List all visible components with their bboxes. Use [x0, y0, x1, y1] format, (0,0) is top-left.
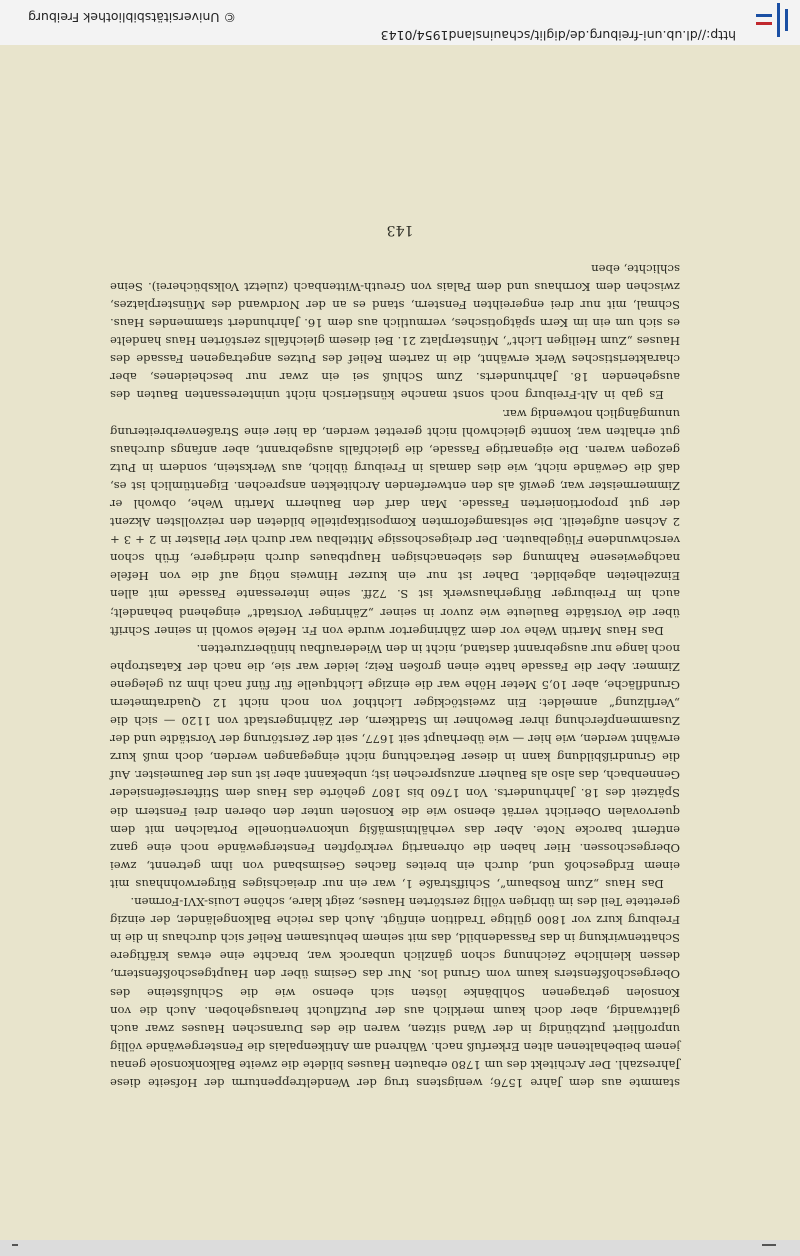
paragraph: stammte aus dem Jahre 1576; wenigstens trug der Wendeltreppenturm der Hofseite diese Jahreszahl. Der Architekt des um 1780 erbauten Hauses bildete die zweite Balkonkonsole genau jenem beibehaltenen alten Erkerfuß nach. Während am Antikenpalais die Fenstergewände völlig unprofiliert putzbündig in der Wand sitzen, waren die des Duranschen Hauses zwar auch glattwandig, aber doch kaum merklich aus der Putzflucht herausgehoben. Auch die von Konsolen getragenen Sohlbänke lösten sich ebenso wie die Schlußsteine des Obergeschoßfensters kaum vom Grund los. Nur das Gesims über den Hauptgeschoßfenstern, dessen kleinliche Zeichnung schon gänzlich unbarock war, brachte eine etwas kräftigere Schattenwirkung in das Fassadenbild, das mit seinem behutsamen Relief sich durchaus in die in Freiburg kurz vor 1800 gültige Tradition einfügt. Auch das reiche Balkongeländer, der einzig gerettete Teil des im übrigen völlig zerstörten Hauses, zeigt klare, schöne Louis-XVI-Formen.	[110, 895, 680, 1090]
document-page	[0, 45, 800, 1240]
source-url[interactable]: http://dl.ub.uni-freiburg.de/diglit/schauinsland1954/0143	[380, 28, 736, 43]
header-content	[0, 0, 800, 45]
footer-marker	[12, 1244, 18, 1246]
university-library-logo	[750, 1, 790, 39]
paragraph: Es gab in Alt-Freiburg noch sonst manche künstlerisch nicht uninteressanten Bauten des ausgehenden 18. Jahrhunderts. Zum Schluß sei ein zwar nur bescheidenes, aber charakteristisches Werk erwähnt, die in zartem Relief des Putzes angetragenen Fassade des Hauses „Zum Heiligen Licht“, Münsterplatz 21. Bei diesem gleichfalls zerstörten Haus handelte es sich um ein im Kern spätgotisches, vermutlich aus dem 16. Jahrhundert stammendes Haus. Schmal, mit nur drei engereihten Fenstern, stand es an der Nordwand des Münsterplatzes, zwischen dem Kornhaus und dem Palais von Greuth-Wittenbach (zuletzt Volksbücherei). Seine schlichte, eben	[110, 261, 680, 403]
paragraph: Das Haus „Zum Rosbaum“, Schiffstraße 1, war ein nur dreiachsiges Bürgerwohnhaus mit einem Erdgeschoß und, durch ein breites flaches Gesimsband von ihm getrennt, zwei Obergeschossen. Hier haben die ohrenartig verkröpften Fenstergewände noch eine ganz entfernt barocke Note. Aber das verhältnismäßig unkonventionelle Portalchen mit dem quervovalen Oberlicht verrät ebenso wie die Konsolen unter den oberen drei Fenstern die Spätzeit des 18. Jahrhunderts. Von 1760 bis 1807 gehörte das Haus dem Stifterseifensieder Gennenbach, das also als Bauherr anzusprechen ist; unbekannt aber ist uns der Baumeister. Auf die Grundrißbildung kann in dieser Betrachtung nicht eingegangen werden, doch muß kurz erwähnt werden, wie hier — wie überhaupt seit 1677, seit der Zerstörung der Vorstädte und der Zusammenpferchung ihrer Bewohner im Stadtkern, der Zähringerstadt von 1120 — sich die „Verfilzung“ anmeldet: Ein zweistöckiger Lichthof von noch nicht 12 Quadratmetern Grundfläche, aber 10,5 Meter Höhe war die einzige Lichtquelle für fünf nach ihm zu gelegene Zimmer. Aber die Fassade hatte einen großen Reiz; leider war sie, die nach der Katastrophe noch lange nur ausgebrannt dastand, nicht in den Wiederaufbau hinüberzuretten.	[110, 641, 680, 891]
footer-marker	[762, 1244, 776, 1246]
body-text	[110, 260, 680, 1092]
paragraph: Das Haus Martin Wehe vor dem Zähringertor wurde von Fr. Hefele sowohl in seiner Schrift über die Vorstädte Bauleute wie zuvor in seiner „Zähringer Vorstadt“ eingehend behandelt; auch im Freiburger Bürgerhauswerk ist S. 72ff. seine interessante Fassade mit allen Einzelheiten abgebildet. Daher ist nur ein kurzer Hinweis nötig auf die von Hefele nachgewiesene Rahmung des siebenachsigen Hauptbaues durch niedrigere, früh schon verschwundene Flügelbauten. Der dreigeschossige Mittelbau war durch vier Pilaster in 2 + 3 + 2 Achsen aufgeteilt. Die seltsamgeformten Kompositkapitelle bildeten den reizvollsten Akzent der gut proportionierten Fassade. Man darf den Bauherrn Martin Wehe, obwohl er Zimmermeister war, gewiß als den entwerfenden Architekten ansprechen. Eigentümlich ist es, daß die Gewände nicht, wie dies damals in Freiburg üblich, aus Werkstein, sondern in Putz gezogen waren. Die eigenartige Fassade, die gleichfalls ausgebrannt, aber anfangs durchaus gut erhalten war, konnte gleichwohl nicht gerettet werden, da hier eine Straßenverbreiterung unumgänglich notwendig war.	[110, 406, 680, 638]
viewer-footer	[0, 1240, 800, 1256]
page-number: 143	[386, 222, 414, 238]
page-rotated-content	[0, 45, 800, 1240]
viewer-header	[0, 0, 800, 46]
copyright-notice: © Universitätsbibliothek Freiburg	[28, 10, 236, 25]
